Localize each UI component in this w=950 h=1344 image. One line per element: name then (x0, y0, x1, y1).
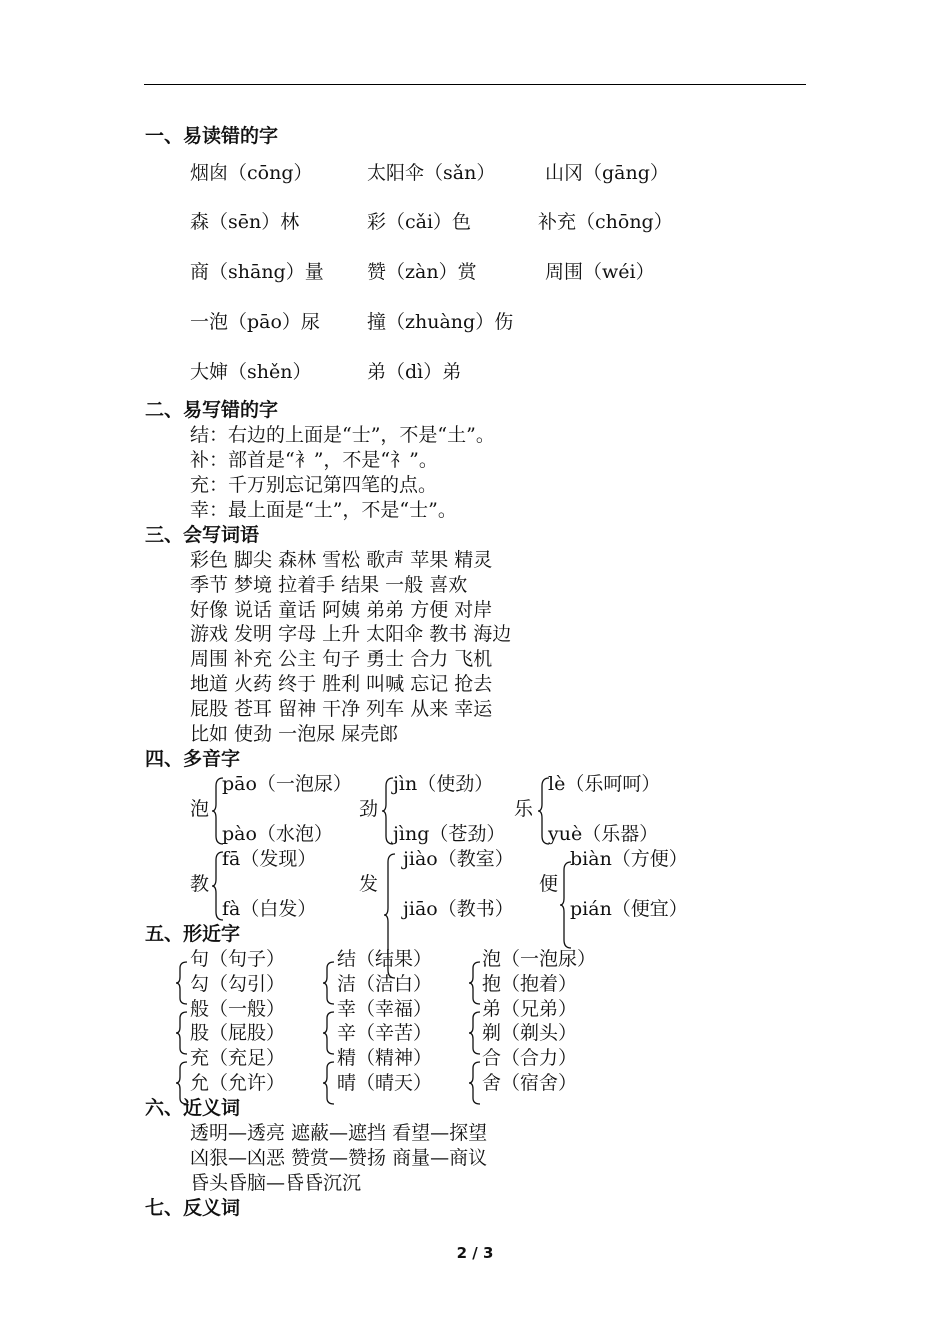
similar-char-item: 抱（抱着） (482, 973, 578, 995)
brace (322, 960, 336, 1006)
similar-char-item: 股（屁股） (190, 1022, 286, 1044)
similar-char-item: 剃（剃头） (482, 1022, 578, 1044)
text-line: 充：千万别忘记第四笔的点。 (190, 474, 438, 496)
brace (322, 1010, 336, 1056)
text-line: 季节 梦境 拉着手 结果 一般 喜欢 (190, 574, 468, 596)
similar-char-item: 允（允许） (190, 1072, 286, 1094)
brace (175, 1010, 189, 1056)
similar-char-item: 辛（辛苦） (337, 1022, 433, 1044)
reading-bottom: jìng（苍劲） (393, 823, 506, 845)
similar-char-item: 舍（宿舍） (482, 1072, 578, 1094)
text-line: 地道 火药 终于 胜利 叫喊 忘记 抢去 (190, 673, 493, 695)
text-line: 补：部首是“衤”，不是“礻”。 (190, 449, 438, 471)
similar-char-item: 结（结果） (337, 948, 433, 970)
heading-synonyms: 六、近义词 (145, 1097, 241, 1119)
polyphonic-char: 教 (190, 873, 210, 895)
heading-easy-miswrite: 二、易写错的字 (145, 399, 279, 421)
reading-bottom: pào（水泡） (222, 823, 333, 845)
reading-top: jìn（使劲） (393, 773, 494, 795)
reading-top: lè（乐呵呵） (548, 773, 661, 795)
reading-top: pāo（一泡尿） (222, 773, 352, 795)
similar-char-item: 弟（兄弟） (482, 998, 578, 1020)
reading-bottom: yuè（乐器） (548, 823, 659, 845)
text-line: 凶狠—凶恶 赞赏—赞扬 商量—商议 (190, 1147, 488, 1169)
reading-bottom: fà（白发） (222, 898, 317, 920)
similar-char-item: 般（一般） (190, 998, 286, 1020)
reading-top: biàn（方便） (570, 848, 688, 870)
brace (175, 960, 189, 1006)
heading-similar-chars: 五、形近字 (145, 923, 241, 945)
word-item: 彩（cǎi）色 (367, 211, 472, 233)
brace (468, 1060, 482, 1106)
word-item: 弟（dì）弟 (367, 361, 462, 383)
text-line: 好像 说话 童话 阿姨 弟弟 方便 对岸 (190, 599, 493, 621)
similar-char-item: 勾（勾引） (190, 973, 286, 995)
heading-antonyms: 七、反义词 (145, 1197, 241, 1219)
polyphonic-char: 乐 (514, 798, 534, 820)
text-line: 彩色 脚尖 森林 雪松 歌声 苹果 精灵 (190, 549, 493, 571)
similar-char-item: 精（精神） (337, 1047, 433, 1069)
similar-char-item: 句（句子） (190, 948, 286, 970)
text-line: 游戏 发明 字母 上升 太阳伞 教书 海边 (190, 623, 512, 645)
brace (468, 960, 482, 1006)
text-line: 周围 补充 公主 句子 勇士 合力 飞机 (190, 648, 493, 670)
word-item: 一泡（pāo）尿 (190, 311, 320, 333)
polyphonic-char: 泡 (190, 798, 210, 820)
text-line: 结：右边的上面是“士”，不是“土”。 (190, 424, 495, 446)
word-item: 山冈（gāng） (545, 162, 669, 184)
header-rule (144, 84, 806, 85)
reading-bottom: jiāo（教书） (403, 898, 514, 920)
word-item: 周围（wéi） (545, 261, 655, 283)
text-line: 屁股 苍耳 留神 干净 列车 从来 幸运 (190, 698, 493, 720)
reading-top: fā（发现） (222, 848, 317, 870)
polyphonic-char: 发 (359, 873, 379, 895)
heading-writing-words: 三、会写词语 (145, 524, 260, 546)
word-item: 大婶（shěn） (190, 361, 312, 383)
polyphonic-char: 便 (539, 873, 559, 895)
word-item: 烟囱（cōng） (190, 162, 313, 184)
similar-char-item: 充（充足） (190, 1047, 286, 1069)
reading-top: jiào（教室） (403, 848, 514, 870)
similar-char-item: 晴（晴天） (337, 1072, 433, 1094)
word-item: 商（shāng）量 (190, 261, 324, 283)
word-item: 赞（zàn）赏 (367, 261, 477, 283)
similar-char-item: 洁（洁白） (337, 973, 433, 995)
page-number: 2 / 3 (456, 1244, 494, 1262)
word-item: 太阳伞（sǎn） (367, 162, 496, 184)
text-line: 昏头昏脑—昏昏沉沉 (190, 1172, 362, 1194)
word-item: 撞（zhuàng）伤 (367, 311, 514, 333)
heading-easy-misread: 一、易读错的字 (145, 125, 279, 147)
polyphonic-char: 劲 (359, 798, 379, 820)
reading-bottom: pián（便宜） (570, 898, 688, 920)
heading-polyphonic: 四、多音字 (145, 748, 241, 770)
text-line: 比如 使劲 一泡尿 屎壳郎 (190, 723, 399, 745)
brace (468, 1010, 482, 1056)
similar-char-item: 幸（幸福） (337, 998, 433, 1020)
text-line: 幸：最上面是“土”，不是“士”。 (190, 499, 457, 521)
word-item: 森（sēn）林 (190, 211, 300, 233)
similar-char-item: 合（合力） (482, 1047, 578, 1069)
brace (322, 1060, 336, 1106)
word-item: 补充（chōng） (538, 211, 673, 233)
text-line: 透明—透亮 遮蔽—遮挡 看望—探望 (190, 1122, 488, 1144)
similar-char-item: 泡（一泡尿） (482, 948, 597, 970)
